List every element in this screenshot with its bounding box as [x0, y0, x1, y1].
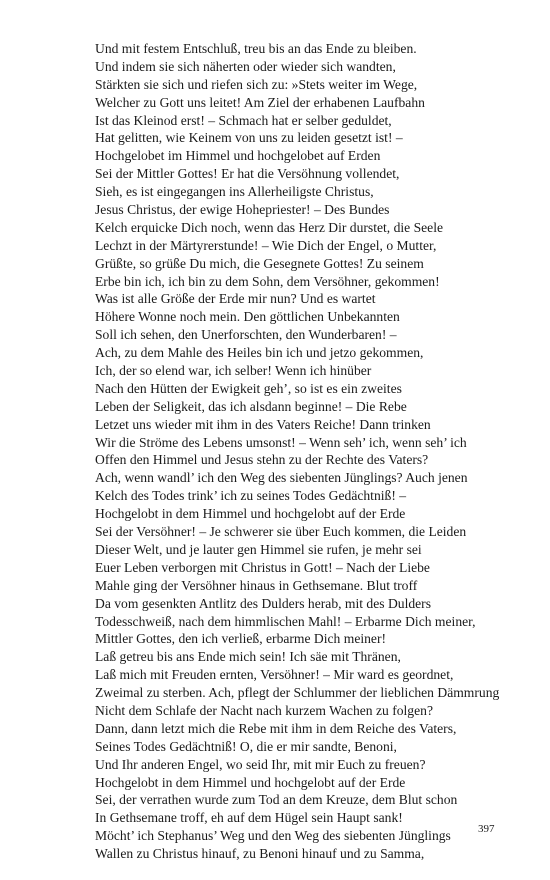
text-line: Todesschweiß, nach dem himmlischen Mahl! – Erbarme Dich meiner,: [95, 613, 476, 629]
text-line: Ich, der so elend war, ich selber! Wenn ich hinüber: [95, 363, 372, 379]
text-line: Möcht’ ich Stephanus’ Weg und den Weg des siebenten Jünglings: [95, 828, 451, 844]
text-line: Grüßte, so grüße Du mich, die Gesegnete Gottes! Zu seinem: [95, 255, 424, 271]
poem-text: [95, 40, 545, 863]
text-line: Ach, wenn wandl’ ich den Weg des siebenten Jünglings? Auch jenen: [95, 470, 468, 486]
text-line: Kelch des Todes trink’ ich zu seines Todes Gedächtniß! –: [95, 488, 407, 504]
text-line: Mittler Gottes, den ich verließ, erbarme Dich meiner!: [95, 631, 387, 647]
text-line: Lechzt in der Märtyrerstunde! – Wie Dich der Engel, o Mutter,: [95, 237, 437, 253]
text-line: Und Ihr anderen Engel, wo seid Ihr, mit mir Euch zu freuen?: [95, 756, 426, 772]
text-line: Ist das Kleinod erst! – Schmach hat er selber geduldet,: [95, 112, 392, 128]
text-line: Soll ich sehen, den Unerforschten, den Wunderbaren! –: [95, 327, 397, 343]
page-number: 397: [478, 823, 495, 835]
text-line: Euer Leben verborgen mit Christus in Gott! – Nach der Liebe: [95, 559, 430, 575]
text-line: Was ist alle Größe der Erde mir nun? Und es wartet: [95, 291, 376, 307]
text-line: Leben der Seligkeit, das ich alsdann beginne! – Die Rebe: [95, 398, 407, 414]
text-line: Nicht dem Schlafe der Nacht nach kurzem Wachen zu folgen?: [95, 702, 433, 718]
text-line: Jesus Christus, der ewige Hohepriester! – Des Bundes: [95, 202, 390, 218]
text-line: Wir die Ströme des Lebens umsonst! – Wenn seh’ ich, wenn seh’ ich: [95, 434, 467, 450]
text-line: Hat gelitten, wie Keinem von uns zu leiden gesetzt ist! –: [95, 130, 403, 146]
text-line: In Gethsemane troff, eh auf dem Hügel sein Haupt sank!: [95, 810, 403, 826]
text-line: Kelch erquicke Dich noch, wenn das Herz Dir durstet, die Seele: [95, 219, 444, 235]
text-line: Da vom gesenkten Antlitz des Dulders herab, mit des Dulders: [95, 595, 431, 611]
text-line: Hochgelobet im Himmel und hochgelobet auf Erden: [95, 148, 381, 164]
text-line: Sei der Mittler Gottes! Er hat die Versöhnung vollendet,: [95, 166, 400, 182]
text-line: Seines Todes Gedächtniß! O, die er mir sandte, Benoni,: [95, 738, 397, 754]
text-line: Zweimal zu sterben. Ach, pflegt der Schlummer der lieblichen Dämmrung: [95, 685, 500, 701]
text-line: Und indem sie sich näherten oder wieder sich wandten,: [95, 58, 396, 74]
text-line: Laß mich mit Freuden ernten, Versöhner! – Mir ward es geordnet,: [95, 667, 454, 683]
text-line: Welcher zu Gott uns leitet! Am Ziel der erhabenen Laufbahn: [95, 94, 425, 110]
text-line: Stärkten sie sich und riefen sich zu: »Stets weiter im Wege,: [95, 76, 418, 92]
text-line: Nach den Hütten der Ewigkeit geh’, so ist es ein zweites: [95, 380, 402, 396]
text-line: Wallen zu Christus hinauf, zu Benoni hinauf und zu Samma,: [95, 846, 425, 862]
text-line: Sei der Versöhner! – Je schwerer sie über Euch kommen, die Leiden: [95, 524, 467, 540]
text-line: Hochgelobt in dem Himmel und hochgelobt auf der Erde: [95, 506, 406, 522]
text-line: Ach, zu dem Mahle des Heiles bin ich und jetzo gekommen,: [95, 345, 424, 361]
text-line: Sei, der verrathen wurde zum Tod an dem Kreuze, dem Blut schon: [95, 792, 458, 808]
text-line: Hochgelobt in dem Himmel und hochgelobt auf der Erde: [95, 774, 406, 790]
text-line: Laß getreu bis ans Ende mich sein! Ich säe mit Thränen,: [95, 649, 401, 665]
text-line: Dann, dann letzt mich die Rebe mit ihm in dem Reiche des Vaters,: [95, 720, 457, 736]
text-line: Sieh, es ist eingegangen ins Allerheiligste Christus,: [95, 184, 374, 200]
text-line: Erbe bin ich, ich bin zu dem Sohn, dem Versöhner, gekommen!: [95, 273, 440, 289]
text-line: Höhere Wonne noch mein. Den göttlichen Unbekannten: [95, 309, 400, 325]
text-line: Letzet uns wieder mit ihm in des Vaters Reiche! Dann trinken: [95, 416, 431, 432]
text-line: Mahle ging der Versöhner hinaus in Gethsemane. Blut troff: [95, 577, 418, 593]
text-line: Und mit festem Entschluß, treu bis an das Ende zu bleiben.: [95, 41, 417, 56]
text-line: Dieser Welt, und je lauter gen Himmel sie rufen, je mehr sei: [95, 541, 422, 557]
text-line: Offen den Himmel und Jesus stehn zu der Rechte des Vaters?: [95, 452, 429, 468]
